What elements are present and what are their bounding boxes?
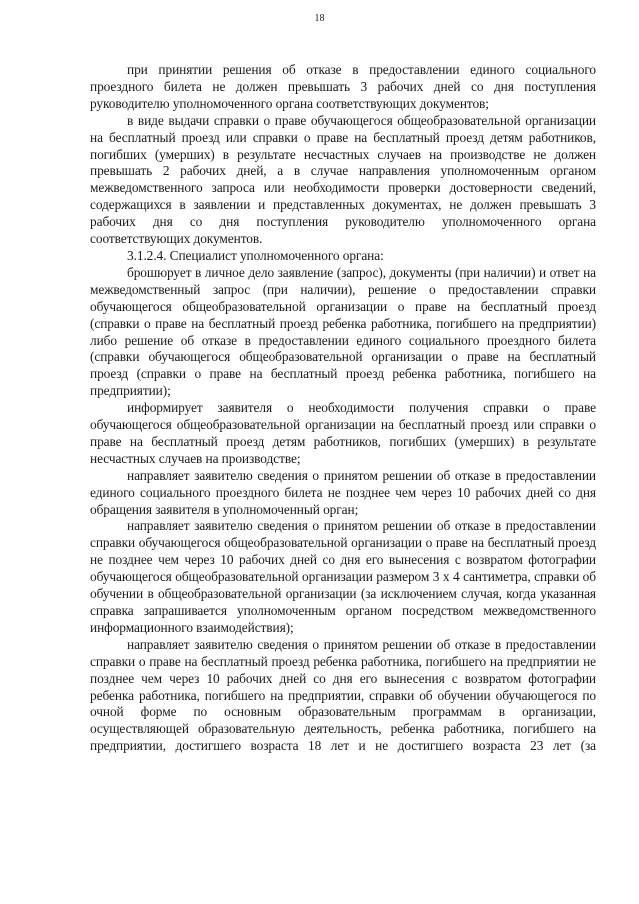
document-body (90, 62, 596, 755)
page-number: 18 (314, 13, 325, 24)
paragraph-refusal-student-certificate: направляет заявителю сведения о принятом решении об отказе в предоставлении справки обучающегося общеобразовательной организации о праве на бесплатный проезд не позднее чем через 10 рабочих дней со дня его вынесения с возвратом фотографии обучающегося общеобразовательной организации размером 3 х 4 сантиметра, справки об обучении в общеобразовательной организации (за исключением случая, когда указанная справка запрашивается уполномоченным органом посредством межведомственного информационного взаимодействия); (90, 518, 596, 635)
paragraph-refusal-child-certificate: направляет заявителю сведения о принятом решении об отказе в предоставлении справки о праве на бесплатный проезд ребенка работника, погибшего на предприятии не позднее чем через 10 рабочих дней со дня его вынесения с возвратом фотографии ребенка работника, погибшего на предприятии, справки об обучении обучающегося по очной форме по основным образовательным программам в организации, осуществляющей образовательную деятельность, ребенка работника, погибшего на предприятии, достигшего возраста 18 лет и не достигшего возраста 23 лет (за (90, 636, 596, 754)
paragraph-personal-file: брошюрует в личное дело заявление (запрос), документы (при наличии) и ответ на межведомственный запрос (при наличии), решение о предоставлении справки обучающегося общеобразовательной организации о праве на бесплатный проезд (справки о праве на бесплатный проезд ребенка работника, погибшего на предприятии) либо решение об отказе в предоставлении единого социального проездного билета (справки обучающегося общеобразовательной организации о праве на бесплатный проезд (справки о праве на бесплатный проезд ребенка работника, погибшего на предприятии); (90, 264, 596, 399)
paragraph-refusal-ticket-term: при принятии решения об отказе в предоставлении единого социального проездного билета не должен превышать 3 рабочих дней со дня поступления руководителю уполномоченного органа соответствующих документов; (90, 62, 596, 111)
paragraph-certificate-term: в виде выдачи справки о праве обучающегося общеобразовательной организации на бесплатный проезд или справки о праве на бесплатный проезд детям работников, погибших (умерших) в результате несчастных случаев на производстве не должен превышать 2 рабочих дней, а в случае направления уполномоченным органом межведомственного запроса или необходимости проверки достоверности сведений, содержащихся в заявлении и представленных документах, не должен превышать 3 рабочих дня со дня поступления руководителю уполномоченного органа соответствующих документов. (90, 112, 596, 247)
paragraph-inform-applicant: информирует заявителя о необходимости получения справки о праве обучающегося общеобразовательной организации на бесплатный проезд или справки о праве на бесплатный проезд детям работников, погибших (умерших) в результате несчастных случаев на производстве; (90, 400, 596, 466)
paragraph-refusal-ticket-notice: направляет заявителю сведения о принятом решении об отказе в предоставлении единого социального проездного билета не позднее чем через 10 рабочих дней со дня обращения заявителя в уполномоченный орган; (90, 467, 596, 517)
section-heading-3-1-2-4: 3.1.2.4. Специалист уполномоченного органа: (127, 247, 384, 263)
